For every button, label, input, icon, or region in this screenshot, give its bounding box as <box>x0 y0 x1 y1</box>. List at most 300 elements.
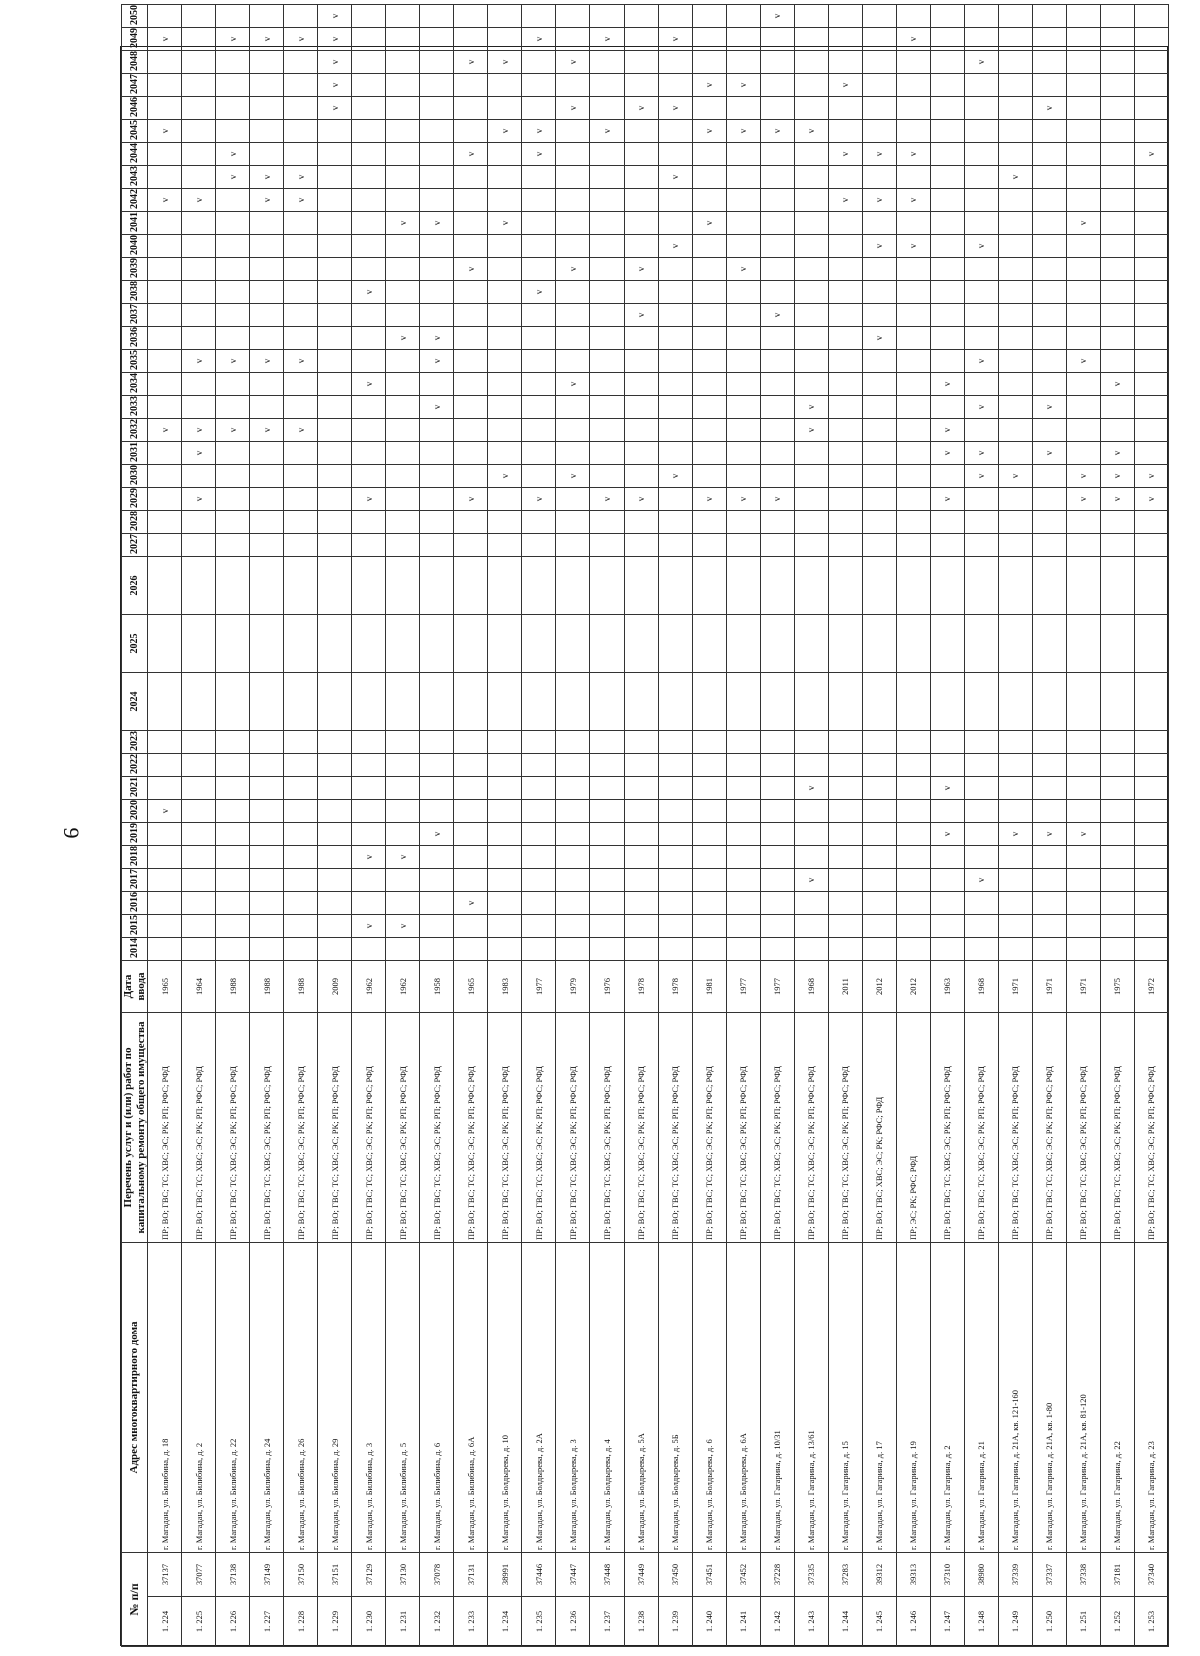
header-year: 2040 <box>122 234 148 257</box>
empty-year-cell <box>794 464 828 487</box>
empty-year-cell <box>794 73 828 96</box>
empty-year-cell <box>760 914 794 937</box>
empty-year-cell <box>1032 799 1066 822</box>
empty-year-cell <box>964 730 998 753</box>
empty-year-cell <box>930 50 964 73</box>
empty-year-cell <box>1134 372 1168 395</box>
empty-year-cell <box>454 27 488 50</box>
empty-year-cell <box>216 891 250 914</box>
empty-year-cell <box>454 556 488 614</box>
empty-year-cell <box>998 441 1032 464</box>
empty-year-cell <box>1134 510 1168 533</box>
header-year: 2025 <box>122 614 148 672</box>
empty-year-cell <box>998 50 1032 73</box>
planned-work-mark: v <box>386 326 420 349</box>
empty-year-cell <box>454 799 488 822</box>
empty-year-cell <box>352 188 386 211</box>
empty-year-cell <box>386 614 420 672</box>
empty-year-cell <box>624 395 658 418</box>
empty-year-cell <box>624 372 658 395</box>
empty-year-cell <box>216 753 250 776</box>
empty-year-cell <box>148 50 182 73</box>
empty-year-cell <box>386 142 420 165</box>
empty-year-cell <box>182 672 216 730</box>
empty-year-cell <box>250 672 284 730</box>
empty-year-cell <box>692 464 726 487</box>
empty-year-cell <box>1100 280 1134 303</box>
empty-year-cell <box>998 257 1032 280</box>
empty-year-cell <box>454 119 488 142</box>
planned-work-mark: v <box>318 4 352 27</box>
empty-year-cell <box>828 464 862 487</box>
house-address: г. Магадан, ул. Болдырева, д. 4 <box>590 1242 624 1552</box>
empty-year-cell <box>896 418 930 441</box>
empty-year-cell <box>386 937 420 960</box>
house-code: 37131 <box>454 1552 488 1596</box>
empty-year-cell <box>420 372 454 395</box>
planned-work-mark: v <box>930 418 964 441</box>
empty-year-cell <box>488 914 522 937</box>
commission-year: 2009 <box>318 960 352 1012</box>
row-number: 1. 241 <box>726 1597 760 1647</box>
empty-year-cell <box>726 614 760 672</box>
empty-year-cell <box>862 96 896 119</box>
works-list: ПР; ВО; ГВС; ТС; ХВС; ЭС; РК; РП; РФС; РФД <box>1032 1012 1066 1242</box>
planned-work-mark: v <box>556 372 590 395</box>
works-list: ПР; ВО; ГВС; ТС; ХВС; ЭС; РК; РП; РФС; РФД <box>182 1012 216 1242</box>
empty-year-cell <box>692 891 726 914</box>
planned-work-mark: v <box>1066 464 1100 487</box>
planned-work-mark: v <box>148 119 182 142</box>
empty-year-cell <box>1066 614 1100 672</box>
empty-year-cell <box>148 326 182 349</box>
empty-year-cell <box>1100 672 1134 730</box>
empty-year-cell <box>420 50 454 73</box>
works-list: ПР; ЭС; РК; РФС; РФД <box>896 1012 930 1242</box>
header-year: 2021 <box>122 776 148 799</box>
empty-year-cell <box>760 556 794 614</box>
empty-year-cell <box>828 165 862 188</box>
row-number: 1. 240 <box>692 1597 726 1647</box>
empty-year-cell <box>658 280 692 303</box>
house-address: г. Магадан, ул. Болдырева, д. 6 <box>692 1242 726 1552</box>
planned-work-mark: v <box>794 868 828 891</box>
empty-year-cell <box>284 96 318 119</box>
empty-year-cell <box>692 418 726 441</box>
empty-year-cell <box>318 349 352 372</box>
empty-year-cell <box>624 776 658 799</box>
planned-work-mark: v <box>828 188 862 211</box>
empty-year-cell <box>930 672 964 730</box>
empty-year-cell <box>386 96 420 119</box>
empty-year-cell <box>454 464 488 487</box>
house-address: г. Магадан, ул. Гагарина, д. 17 <box>862 1242 896 1552</box>
empty-year-cell <box>658 50 692 73</box>
empty-year-cell <box>862 799 896 822</box>
works-list: ПР; ВО; ГВС; ТС; ХВС; ЭС; РК; РП; РФС; РФД <box>726 1012 760 1242</box>
planned-work-mark: v <box>624 487 658 510</box>
empty-year-cell <box>556 799 590 822</box>
empty-year-cell <box>658 776 692 799</box>
empty-year-cell <box>454 614 488 672</box>
empty-year-cell <box>1032 188 1066 211</box>
empty-year-cell <box>760 96 794 119</box>
row-number: 1. 253 <box>1134 1597 1168 1647</box>
header-address: Адрес многоквартирного дома <box>122 1242 148 1552</box>
empty-year-cell <box>1066 730 1100 753</box>
table-row <box>522 4 556 1646</box>
empty-year-cell <box>148 776 182 799</box>
empty-year-cell <box>1066 556 1100 614</box>
empty-year-cell <box>420 672 454 730</box>
empty-year-cell <box>896 891 930 914</box>
empty-year-cell <box>1134 188 1168 211</box>
empty-year-cell <box>318 868 352 891</box>
empty-year-cell <box>692 937 726 960</box>
empty-year-cell <box>726 464 760 487</box>
empty-year-cell <box>1134 845 1168 868</box>
empty-year-cell <box>488 937 522 960</box>
empty-year-cell <box>1134 395 1168 418</box>
empty-year-cell <box>930 4 964 27</box>
header-year: 2039 <box>122 257 148 280</box>
empty-year-cell <box>692 556 726 614</box>
empty-year-cell <box>896 372 930 395</box>
empty-year-cell <box>1100 868 1134 891</box>
empty-year-cell <box>522 799 556 822</box>
empty-year-cell <box>590 142 624 165</box>
planned-work-mark: v <box>386 211 420 234</box>
header-year: 2020 <box>122 799 148 822</box>
planned-work-mark: v <box>216 142 250 165</box>
planned-work-mark: v <box>318 96 352 119</box>
empty-year-cell <box>182 4 216 27</box>
empty-year-cell <box>284 4 318 27</box>
header-year: 2033 <box>122 395 148 418</box>
empty-year-cell <box>522 614 556 672</box>
empty-year-cell <box>1134 280 1168 303</box>
empty-year-cell <box>148 614 182 672</box>
empty-year-cell <box>420 280 454 303</box>
house-code: 37335 <box>794 1552 828 1596</box>
empty-year-cell <box>726 845 760 868</box>
empty-year-cell <box>556 845 590 868</box>
empty-year-cell <box>862 672 896 730</box>
empty-year-cell <box>488 868 522 891</box>
house-code: 37283 <box>828 1552 862 1596</box>
commission-year: 1983 <box>488 960 522 1012</box>
empty-year-cell <box>1134 776 1168 799</box>
empty-year-cell <box>794 234 828 257</box>
empty-year-cell <box>998 868 1032 891</box>
empty-year-cell <box>760 614 794 672</box>
empty-year-cell <box>658 4 692 27</box>
commission-year: 1978 <box>658 960 692 1012</box>
empty-year-cell <box>1100 326 1134 349</box>
header-year: 2022 <box>122 753 148 776</box>
planned-work-mark: v <box>182 349 216 372</box>
empty-year-cell <box>1066 845 1100 868</box>
empty-year-cell <box>862 914 896 937</box>
empty-year-cell <box>1032 868 1066 891</box>
house-code: 37310 <box>930 1552 964 1596</box>
empty-year-cell <box>182 326 216 349</box>
empty-year-cell <box>1100 4 1134 27</box>
table-row <box>726 4 760 1646</box>
empty-year-cell <box>216 4 250 27</box>
empty-year-cell <box>590 349 624 372</box>
empty-year-cell <box>556 914 590 937</box>
empty-year-cell <box>318 614 352 672</box>
empty-year-cell <box>1066 372 1100 395</box>
empty-year-cell <box>794 303 828 326</box>
empty-year-cell <box>964 533 998 556</box>
empty-year-cell <box>148 142 182 165</box>
empty-year-cell <box>590 326 624 349</box>
empty-year-cell <box>216 50 250 73</box>
empty-year-cell <box>522 464 556 487</box>
empty-year-cell <box>216 614 250 672</box>
empty-year-cell <box>1134 672 1168 730</box>
empty-year-cell <box>590 556 624 614</box>
empty-year-cell <box>284 510 318 533</box>
empty-year-cell <box>930 799 964 822</box>
table-row <box>896 4 930 1646</box>
empty-year-cell <box>726 303 760 326</box>
empty-year-cell <box>692 303 726 326</box>
works-list: ПР; ВО; ГВС; ТС; ХВС; ЭС; РК; РП; РФС; РФД <box>760 1012 794 1242</box>
empty-year-cell <box>216 868 250 891</box>
empty-year-cell <box>1032 27 1066 50</box>
header-year: 2029 <box>122 487 148 510</box>
empty-year-cell <box>454 188 488 211</box>
planned-work-mark: v <box>1066 487 1100 510</box>
empty-year-cell <box>828 556 862 614</box>
empty-year-cell <box>1032 533 1066 556</box>
planned-work-mark: v <box>964 349 998 372</box>
capital-repair-table <box>121 4 1169 1647</box>
empty-year-cell <box>828 27 862 50</box>
empty-year-cell <box>624 510 658 533</box>
header-year: 2034 <box>122 372 148 395</box>
empty-year-cell <box>386 891 420 914</box>
empty-year-cell <box>488 280 522 303</box>
empty-year-cell <box>522 730 556 753</box>
empty-year-cell <box>862 730 896 753</box>
empty-year-cell <box>1032 142 1066 165</box>
empty-year-cell <box>726 914 760 937</box>
works-list: ПР; ВО; ГВС; ТС; ХВС; ЭС; РК; РП; РФС; РФД <box>692 1012 726 1242</box>
empty-year-cell <box>930 234 964 257</box>
planned-work-mark: v <box>250 165 284 188</box>
empty-year-cell <box>216 510 250 533</box>
header-year: 2046 <box>122 96 148 119</box>
empty-year-cell <box>488 730 522 753</box>
commission-year: 1972 <box>1134 960 1168 1012</box>
empty-year-cell <box>862 165 896 188</box>
planned-work-mark: v <box>318 27 352 50</box>
empty-year-cell <box>250 914 284 937</box>
empty-year-cell <box>590 776 624 799</box>
empty-year-cell <box>1066 119 1100 142</box>
empty-year-cell <box>760 234 794 257</box>
empty-year-cell <box>658 753 692 776</box>
header-year: 2038 <box>122 280 148 303</box>
empty-year-cell <box>1134 303 1168 326</box>
empty-year-cell <box>1134 4 1168 27</box>
empty-year-cell <box>284 303 318 326</box>
empty-year-cell <box>488 257 522 280</box>
empty-year-cell <box>862 211 896 234</box>
empty-year-cell <box>624 165 658 188</box>
empty-year-cell <box>454 349 488 372</box>
empty-year-cell <box>760 533 794 556</box>
empty-year-cell <box>862 4 896 27</box>
empty-year-cell <box>658 73 692 96</box>
empty-year-cell <box>284 868 318 891</box>
house-code: 37078 <box>420 1552 454 1596</box>
empty-year-cell <box>216 533 250 556</box>
empty-year-cell <box>726 672 760 730</box>
empty-year-cell <box>624 234 658 257</box>
works-list: ПР; ВО; ГВС; ТС; ХВС; ЭС; РК; РП; РФС; РФД <box>1100 1012 1134 1242</box>
empty-year-cell <box>182 845 216 868</box>
table-row <box>488 4 522 1646</box>
empty-year-cell <box>386 799 420 822</box>
row-number: 1. 231 <box>386 1597 420 1647</box>
empty-year-cell <box>692 441 726 464</box>
empty-year-cell <box>182 937 216 960</box>
commission-year: 1965 <box>148 960 182 1012</box>
empty-year-cell <box>964 891 998 914</box>
empty-year-cell <box>522 914 556 937</box>
commission-year: 1962 <box>352 960 386 1012</box>
empty-year-cell <box>522 326 556 349</box>
header-year: 2018 <box>122 845 148 868</box>
empty-year-cell <box>828 4 862 27</box>
empty-year-cell <box>488 372 522 395</box>
empty-year-cell <box>726 326 760 349</box>
empty-year-cell <box>964 119 998 142</box>
empty-year-cell <box>726 234 760 257</box>
empty-year-cell <box>964 556 998 614</box>
empty-year-cell <box>556 27 590 50</box>
commission-year: 1971 <box>1032 960 1066 1012</box>
empty-year-cell <box>386 119 420 142</box>
empty-year-cell <box>250 4 284 27</box>
house-address: г. Магадан, ул. Билибина, д. 6 <box>420 1242 454 1552</box>
header-works: Перечень услуг и (или) работ по капитальному ремонту общего имущества <box>122 1012 148 1242</box>
empty-year-cell <box>1100 211 1134 234</box>
empty-year-cell <box>556 280 590 303</box>
empty-year-cell <box>828 395 862 418</box>
empty-year-cell <box>488 891 522 914</box>
empty-year-cell <box>896 257 930 280</box>
empty-year-cell <box>182 96 216 119</box>
empty-year-cell <box>182 510 216 533</box>
empty-year-cell <box>590 96 624 119</box>
planned-work-mark: v <box>692 487 726 510</box>
empty-year-cell <box>522 372 556 395</box>
empty-year-cell <box>930 257 964 280</box>
empty-year-cell <box>1032 349 1066 372</box>
empty-year-cell <box>216 119 250 142</box>
empty-year-cell <box>692 165 726 188</box>
empty-year-cell <box>284 533 318 556</box>
empty-year-cell <box>522 4 556 27</box>
empty-year-cell <box>284 119 318 142</box>
empty-year-cell <box>454 510 488 533</box>
empty-year-cell <box>624 211 658 234</box>
empty-year-cell <box>488 822 522 845</box>
empty-year-cell <box>318 326 352 349</box>
row-number: 1. 227 <box>250 1597 284 1647</box>
empty-year-cell <box>1134 441 1168 464</box>
empty-year-cell <box>624 937 658 960</box>
row-number: 1. 232 <box>420 1597 454 1647</box>
empty-year-cell <box>862 822 896 845</box>
empty-year-cell <box>726 27 760 50</box>
empty-year-cell <box>1100 556 1134 614</box>
empty-year-cell <box>284 487 318 510</box>
empty-year-cell <box>556 937 590 960</box>
empty-year-cell <box>930 280 964 303</box>
planned-work-mark: v <box>488 211 522 234</box>
empty-year-cell <box>284 776 318 799</box>
empty-year-cell <box>692 822 726 845</box>
empty-year-cell <box>896 4 930 27</box>
empty-year-cell <box>692 50 726 73</box>
empty-year-cell <box>1066 868 1100 891</box>
empty-year-cell <box>1134 753 1168 776</box>
empty-year-cell <box>182 27 216 50</box>
empty-year-cell <box>216 776 250 799</box>
planned-work-mark: v <box>964 50 998 73</box>
empty-year-cell <box>692 510 726 533</box>
header-year: 2048 <box>122 50 148 73</box>
empty-year-cell <box>590 937 624 960</box>
planned-work-mark: v <box>930 822 964 845</box>
empty-year-cell <box>522 303 556 326</box>
empty-year-cell <box>726 280 760 303</box>
empty-year-cell <box>1134 937 1168 960</box>
empty-year-cell <box>828 280 862 303</box>
empty-year-cell <box>386 753 420 776</box>
empty-year-cell <box>624 27 658 50</box>
house-code: 37449 <box>624 1552 658 1596</box>
planned-work-mark: v <box>420 822 454 845</box>
planned-work-mark: v <box>658 96 692 119</box>
empty-year-cell <box>1134 349 1168 372</box>
empty-year-cell <box>624 730 658 753</box>
empty-year-cell <box>794 188 828 211</box>
empty-year-cell <box>182 257 216 280</box>
empty-year-cell <box>1066 776 1100 799</box>
empty-year-cell <box>284 280 318 303</box>
planned-work-mark: v <box>828 73 862 96</box>
empty-year-cell <box>896 614 930 672</box>
empty-year-cell <box>794 349 828 372</box>
empty-year-cell <box>998 119 1032 142</box>
header-year: 2027 <box>122 533 148 556</box>
commission-year: 1965 <box>454 960 488 1012</box>
empty-year-cell <box>488 142 522 165</box>
empty-year-cell <box>658 510 692 533</box>
empty-year-cell <box>216 914 250 937</box>
empty-year-cell <box>386 372 420 395</box>
empty-year-cell <box>1032 372 1066 395</box>
planned-work-mark: v <box>284 188 318 211</box>
